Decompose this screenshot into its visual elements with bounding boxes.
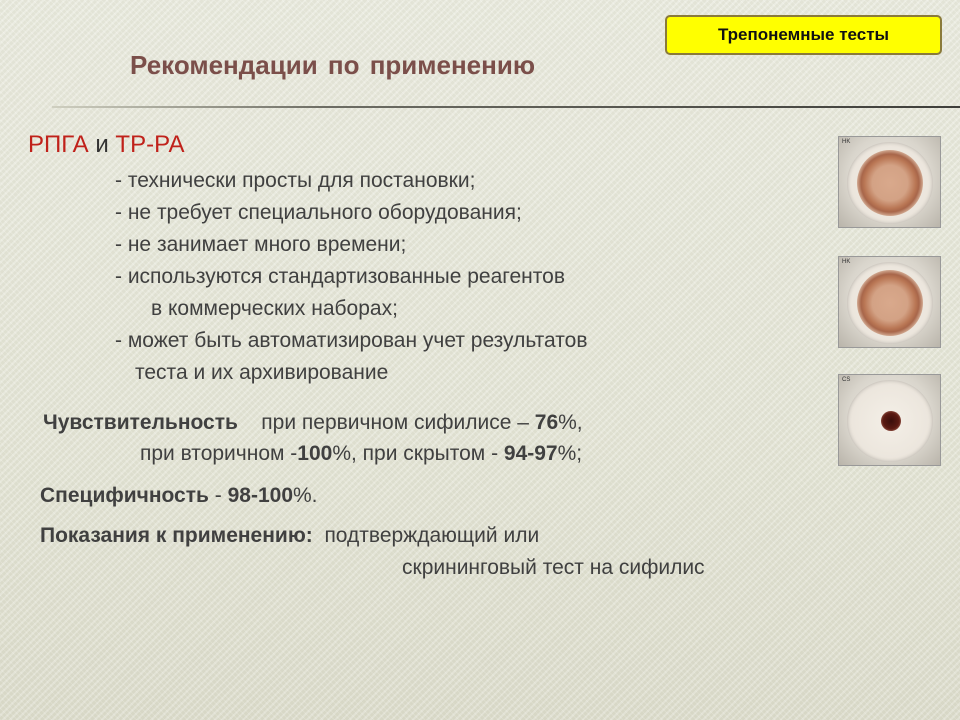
title-divider [52,106,960,108]
specificity-value: 98-100 [227,484,293,507]
sensitivity-label: Чувствительность [43,411,238,434]
specificity-suffix: %. [293,484,318,507]
test-result-photo-3 [838,374,941,466]
feature-item: - не требует специального оборудования; [115,201,522,224]
topic-badge: Трепонемные тесты [665,15,942,55]
heading-conj: и [95,131,109,158]
feature-item: - технически просты для постановки; [115,169,476,192]
specificity-line [40,484,318,508]
agglutination-ring [857,270,923,336]
indications-line-1 [40,524,539,548]
indications-line-2: скрининговый тест на сифилис [402,556,705,579]
specificity-dash: - [208,484,228,507]
sensitivity-latent-value: 94-97 [503,442,558,465]
feature-item: теста и их архивирование [135,361,389,384]
sensitivity-secondary-value: 100 [297,442,333,465]
test-result-photo-2 [838,256,941,348]
test-result-photo-1 [838,136,941,228]
indications-text-1: подтверждающий или [324,524,540,547]
sensitivity-line-1 [43,411,583,435]
section-heading [28,131,184,159]
specificity-label: Специфичность [40,484,209,507]
sensitivity-latent-suffix: %; [557,442,583,465]
heading-rpga: РПГА [28,131,89,158]
sensitivity-primary-text: при первичном сифилисе – [261,411,529,434]
features-list [115,165,587,389]
feature-item: - не занимает много времени; [115,233,407,256]
sensitivity-latent-text: %, при скрытом - [332,442,499,465]
photo-label: HK [842,259,851,265]
sensitivity-primary-value: 76 [534,411,559,434]
sensitivity-line-2 [140,442,582,466]
heading-trra: ТР-РА [115,131,185,158]
photo-label: CS [842,377,851,383]
agglutination-ring [857,150,923,216]
feature-item: в коммерческих наборах; [151,297,398,320]
feature-item: - используются стандартизованные реагентов [115,265,565,288]
sensitivity-primary-suffix: %, [558,411,583,434]
feature-item: - может быть автоматизирован учет результатов [115,329,588,352]
indications-label: Показания к применению: [40,524,313,547]
sensitivity-secondary-text: при вторичном - [140,442,298,465]
sediment-dot [881,411,901,431]
photo-label: HK [842,139,851,145]
slide-title: Рекомендации по применению [130,50,536,80]
